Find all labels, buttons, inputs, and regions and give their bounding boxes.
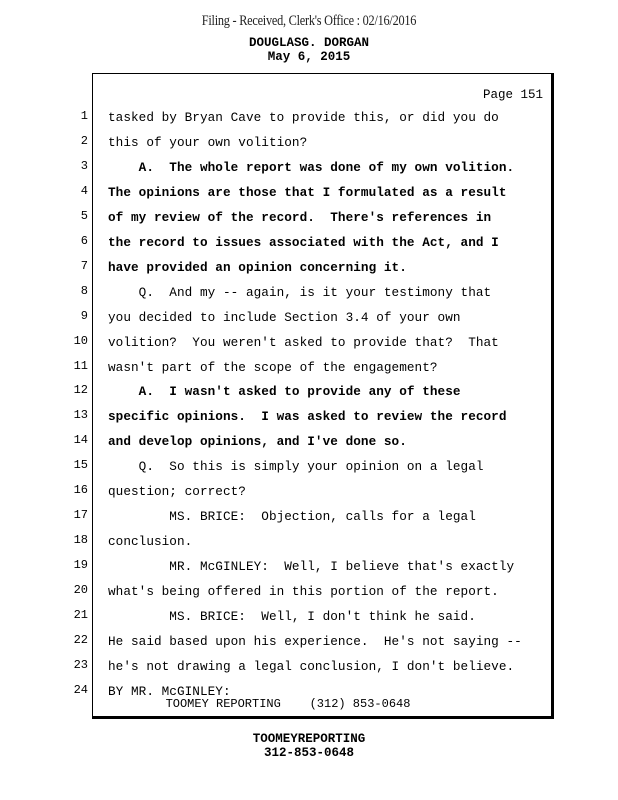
answer-line: A. I wasn't asked to provide any of these xyxy=(108,384,461,399)
answer-line: specific opinions. I was asked to review the record xyxy=(108,409,507,424)
line-number: 1 xyxy=(80,109,88,123)
transcript-line: volition? You weren't asked to provide that? That xyxy=(108,335,499,350)
answer-line: and develop opinions, and I've done so. xyxy=(108,434,407,449)
transcript-line: MS. BRICE: Well, I don't think he said. xyxy=(108,609,476,624)
transcript-line: he's not drawing a legal conclusion, I don't believe. xyxy=(108,659,515,674)
line-number: 13 xyxy=(73,408,88,422)
page-number: Page 151 xyxy=(482,88,543,102)
transcript-line: MS. BRICE: Objection, calls for a legal xyxy=(108,509,476,524)
line-number: 24 xyxy=(73,683,88,697)
line-number: 5 xyxy=(80,209,88,223)
line-number: 9 xyxy=(80,309,88,323)
transcript-line: BY MR. McGINLEY: xyxy=(108,684,231,699)
line-number: 14 xyxy=(73,433,88,447)
line-number: 6 xyxy=(80,234,88,248)
line-number: 12 xyxy=(73,383,88,397)
deposition-date: May 6, 2015 xyxy=(267,50,351,64)
line-number: 7 xyxy=(80,259,88,273)
filing-stamp: Filing - Received, Clerk's Office : 02/16/2016 xyxy=(201,13,417,29)
answer-line: A. The whole report was done of my own volition. xyxy=(108,160,515,175)
line-number: 15 xyxy=(73,458,88,472)
line-number: 4 xyxy=(80,184,88,198)
reporter-phone: 312-853-0648 xyxy=(263,746,354,760)
transcript-line: question; correct? xyxy=(108,484,246,499)
transcript-line: Q. And my -- again, is it your testimony that xyxy=(108,285,492,300)
line-number: 22 xyxy=(73,633,88,647)
reporter-name: TOOMEYREPORTING xyxy=(252,732,366,746)
line-number: 21 xyxy=(73,608,88,622)
transcript-line: Q. So this is simply your opinion on a legal xyxy=(108,459,484,474)
transcript-line: conclusion. xyxy=(108,534,193,549)
transcript-line: tasked by Bryan Cave to provide this, or did you do xyxy=(108,110,499,125)
line-number: 19 xyxy=(73,558,88,572)
transcript-line: what's being offered in this portion of the report. xyxy=(108,584,499,599)
answer-line: The opinions are those that I formulated as a result xyxy=(108,185,507,200)
answer-line: of my review of the record. There's references in xyxy=(108,210,492,225)
deponent-name: DOUGLASG. DORGAN xyxy=(248,36,370,50)
transcript-line: wasn't part of the scope of the engagement? xyxy=(108,360,438,375)
line-number: 20 xyxy=(73,583,88,597)
line-number: 23 xyxy=(73,658,88,672)
line-number: 16 xyxy=(73,483,88,497)
answer-line: have provided an opinion concerning it. xyxy=(108,260,407,275)
line-number: 10 xyxy=(73,334,88,348)
line-number: 2 xyxy=(80,134,88,148)
line-number: 8 xyxy=(80,284,88,298)
answer-line: the record to issues associated with the Act, and I xyxy=(108,235,499,250)
line-number: 17 xyxy=(73,508,88,522)
page-footer-reporting: TOOMEY REPORTING (312) 853-0648 xyxy=(165,697,411,711)
transcript-line: MR. McGINLEY: Well, I believe that's exactly xyxy=(108,559,515,574)
line-number: 11 xyxy=(73,359,88,373)
line-number: 3 xyxy=(80,159,88,173)
transcript-line: He said based upon his experience. He's not saying -- xyxy=(108,634,522,649)
transcript-line: you decided to include Section 3.4 of your own xyxy=(108,310,461,325)
transcript-line: this of your own volition? xyxy=(108,135,308,150)
line-number: 18 xyxy=(73,533,88,547)
